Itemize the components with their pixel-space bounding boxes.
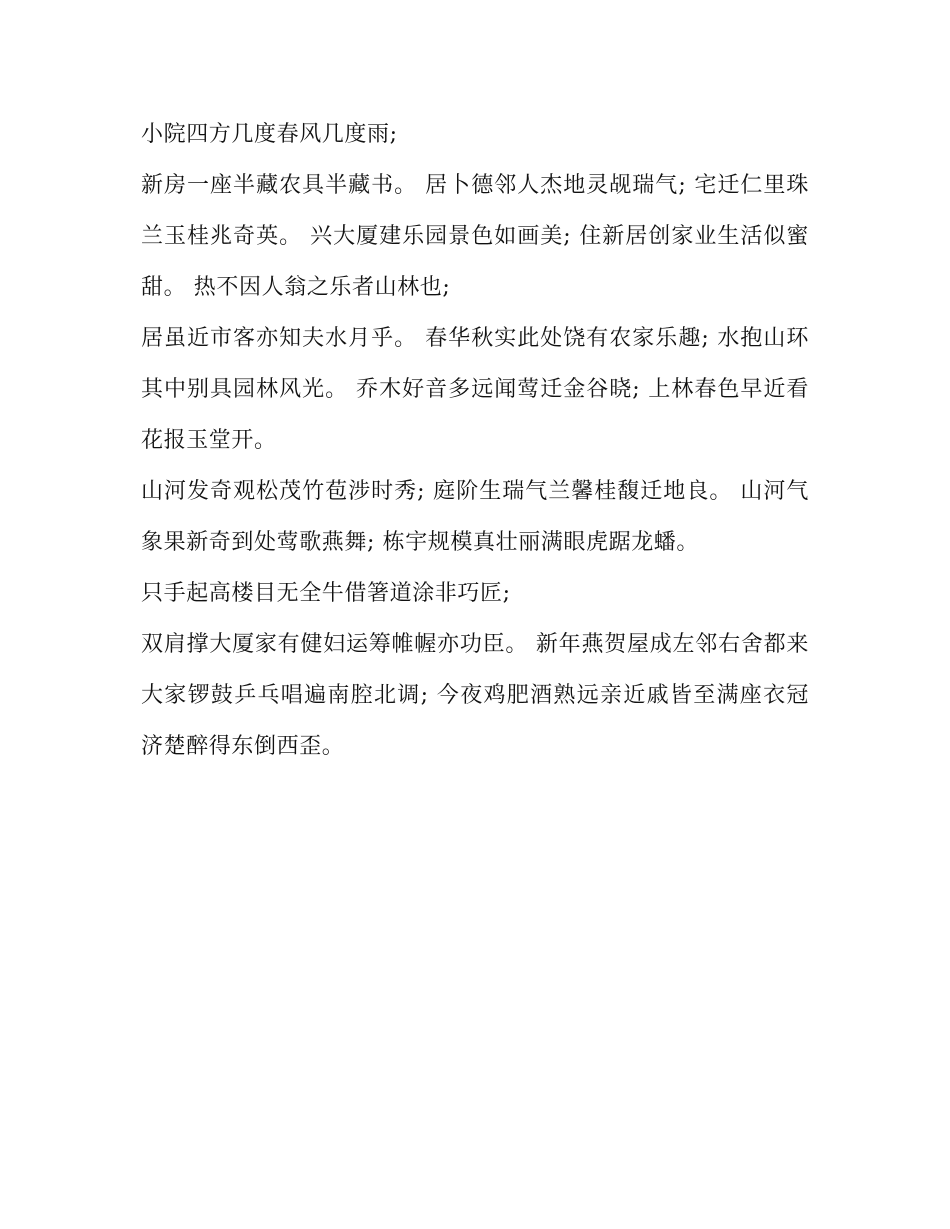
document-body [141,109,809,772]
paragraph-2: 新房一座半藏农具半藏书。 居卜德邻人杰地灵觇瑞气; 宅迁仁里珠兰玉桂兆奇英。 兴大厦建乐园景色如画美; 住新居创家业生活似蜜甜。 热不因人翁之乐者山林也; [141,173,809,300]
paragraph-6: 双肩撑大厦家有健妇运筹帷幄亦功臣。 新年燕贺屋成左邻右舍都来大家锣鼓乒乓唱遍南腔北调; 今夜鸡肥酒熟远亲近戚皆至满座衣冠济楚醉得东倒西歪。 [141,632,809,759]
paragraph-3: 居虽近市客亦知夫水月乎。 春华秋实此处饶有农家乐趣; 水抱山环其中别具园林风光。 乔木好音多远闻莺迁金谷晓; 上林春色早近看花报玉堂开。 [141,326,809,453]
paragraph-4: 山河发奇观松茂竹苞涉时秀; 庭阶生瑞气兰馨桂馥迁地良。 山河气象果新奇到处莺歌燕舞; 栋宇规模真壮丽满眼虎踞龙蟠。 [141,479,809,555]
paragraph-1: 小院四方几度春风几度雨; [141,122,398,147]
paragraph-5: 只手起高楼目无全牛借箸道涂非巧匠; [141,581,511,606]
